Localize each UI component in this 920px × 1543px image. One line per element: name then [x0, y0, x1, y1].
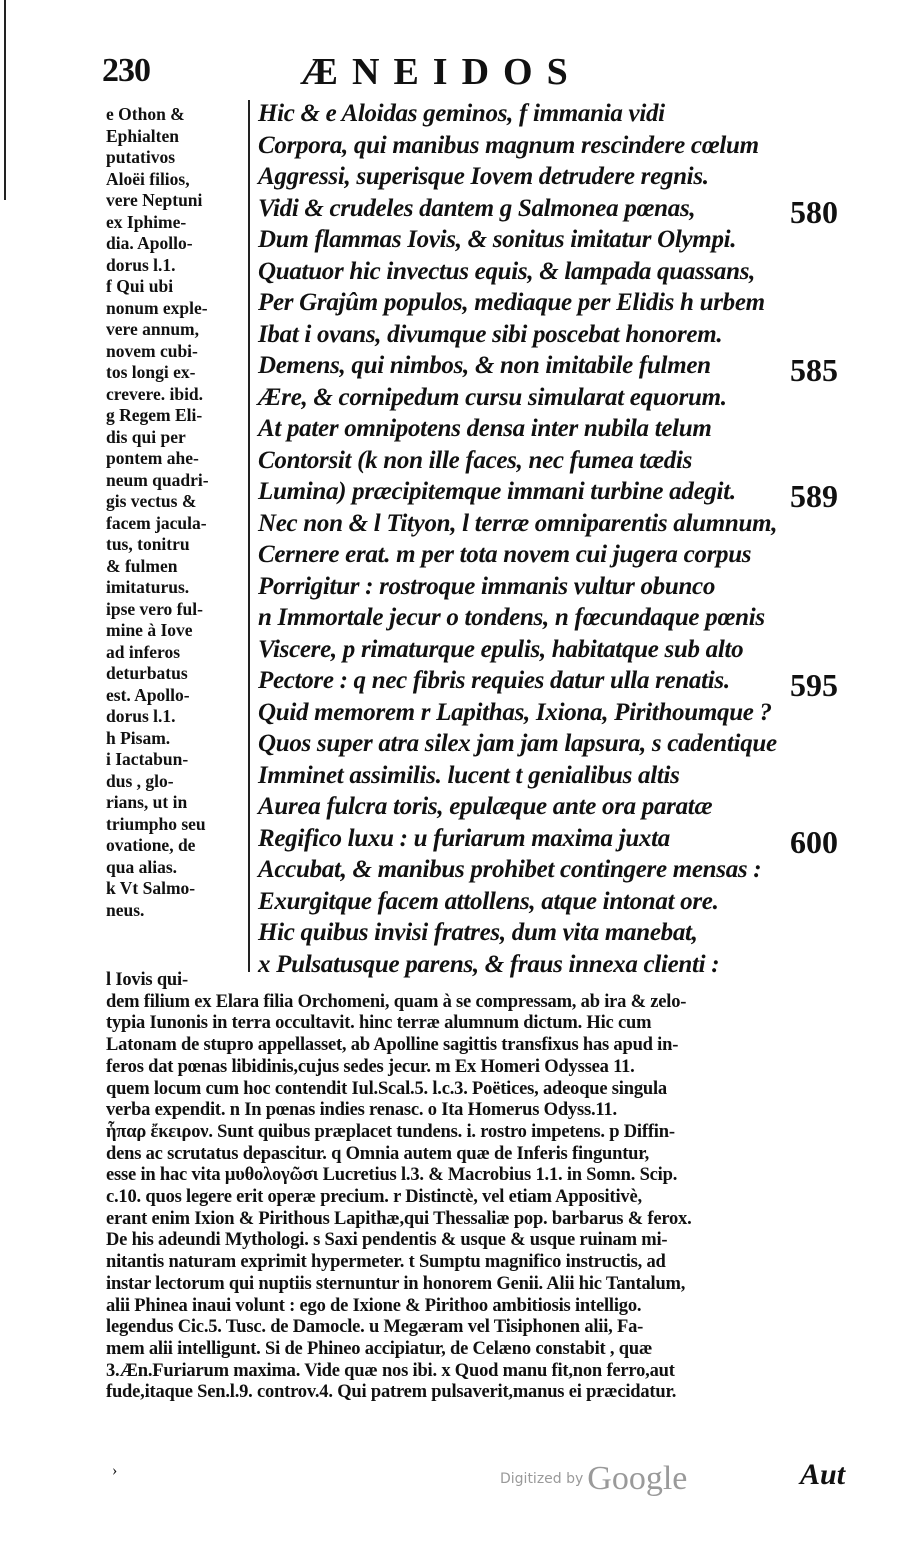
verse-line: Contorsit (k non ille faces, nec fumea tædis	[258, 446, 693, 474]
footnote-line: alii Phinea inaui volunt : ego de Ixione & Pirithoo ambitiosis intelligo.	[106, 1295, 642, 1316]
digitization-watermark	[500, 1460, 687, 1498]
marginal-note-line: neus.	[106, 899, 145, 920]
footnotes	[106, 970, 866, 1404]
line-number: 580	[790, 194, 838, 230]
footnote-line: esse in hac vita μυθολογῶσι Lucretius l.3. & Macrobius 1.1. in Somn. Scip.	[106, 1165, 678, 1186]
line-number: 600	[790, 824, 838, 860]
marginal-note-line: e Othon &	[106, 104, 185, 124]
footnote-line: feros dat pœnas libidinis,cujus sedes jecur. m Ex Homeri Odyssea 11.	[106, 1056, 635, 1077]
verse-line: Dum flammas Iovis, & sonitus imitatur Olympi.	[258, 226, 737, 253]
marginal-note-line: g Regem Eli-	[106, 405, 203, 425]
footnote-line: nitantis naturam exprimit hypermeter. t Sumptu magnifico instructis, ad	[106, 1252, 666, 1273]
marginal-note-line: triumpho seu	[106, 813, 206, 834]
verse-line: Pectore : q nec fibris requies datur ulla renatis.	[258, 667, 730, 694]
verse-line: Hic quibus invisi fratres, dum vita manebat,	[258, 919, 698, 946]
verse-line: Per Grajûm populos, mediaque per Elidis h urbem	[258, 289, 765, 316]
marginal-note-line: & fulmen	[106, 555, 178, 576]
verse-line: Ære, & cornipedum cursu simularat equorum.	[258, 383, 727, 411]
verse-line: Aggressi, superisque Iovem detrudere regnis.	[258, 163, 709, 190]
footnote-line: fude,itaque Sen.l.9. controv.4. Qui patrem pulsaverit,manus ei præcidatur.	[106, 1382, 677, 1403]
marginal-note-line: ad inferos	[106, 641, 181, 662]
footnote-line: verba expendit. n In pœnas indies renasc. o Ita Homerus Odyss.11.	[106, 1100, 617, 1121]
page-number: 230	[102, 52, 150, 89]
catchword: Aut	[800, 1458, 846, 1491]
marginal-note-line: dorus l.1.	[106, 706, 176, 726]
footnote-line: legendus Cic.5. Tusc. de Damocle. u Megæram vel Tisiphonen alii, Fa-	[106, 1317, 644, 1338]
footnote-line: dens ac scrutatus depascitur. q Omnia autem quæ de Inferis finguntur,	[106, 1143, 649, 1164]
marginal-note-line: f Qui ubi	[106, 276, 174, 296]
line-number: 595	[790, 667, 838, 703]
footnote-line: ἧπαρ ἔκειρον. Sunt quibus præplacet tundens. i. rostro impetens. p Diffin-	[106, 1121, 675, 1142]
footnote-line: dem filium ex Elara filia Orchomeni, quam à se compressam, ab ira & zelo-	[106, 991, 687, 1012]
marginal-note-line: novem cubi-	[106, 340, 198, 361]
marginal-note-line: dia. Apollo-	[106, 233, 193, 253]
marginal-note-line: ipse vero ful-	[106, 598, 203, 619]
marginal-note-line: imitaturus.	[106, 577, 190, 597]
line-number: 585	[790, 352, 838, 388]
line-numbers	[790, 98, 880, 958]
footnote-line: c.10. quos legere erit operæ precium. r Distinctè, vel etiam Appositivè,	[106, 1187, 642, 1208]
footnote-line: quem locum cum hoc contendit Iul.Scal.5. l.c.3. Poëtices, adeoque singula	[106, 1078, 667, 1099]
verse-line: Nec non & l Tityon, l terræ omniparentis alumnum,	[258, 509, 778, 537]
footer-mark: ›	[112, 1462, 118, 1479]
marginal-note-line: neum quadri-	[106, 469, 209, 490]
marginal-note-line: Aloëi filios,	[106, 168, 190, 189]
marginal-note-line: qua alias.	[106, 856, 177, 877]
marginal-note-line: vere Neptuni	[106, 190, 203, 210]
footnote-line: erant enim Ixion & Pirithous Lapithæ,qui Thessaliæ pop. barbarus & ferox.	[106, 1208, 692, 1229]
footnote-line: mem alii intelligunt. Si de Phineo accipiatur, de Celæno constabit , quæ	[106, 1338, 653, 1359]
verse-line: Quos super atra silex jam jam lapsura, s cadentique	[258, 730, 777, 757]
verse-line: Imminet assimilis. lucent t genialibus altis	[258, 761, 680, 789]
verse-line: Cernere erat. m per tota novem cui jugera corpus	[258, 541, 752, 568]
verse-line: Quatuor hic invectus equis, & lampada quassans,	[258, 257, 756, 285]
verse-line: Exurgitque facem attollens, atque intonat ore.	[258, 887, 719, 915]
footnote-line: Latonam de stupro appellasset, ab Apolline sagittis transfixus has apud in-	[106, 1035, 679, 1056]
footnote-line: De his adeundi Mythologi. s Saxi pendentis & usque & usque ruinam mi-	[106, 1230, 668, 1251]
verse-line: Lumina) præcipitemque immani turbine adegit.	[258, 478, 736, 505]
verse-line: At pater omnipotens densa inter nubila telum	[258, 415, 712, 442]
page-header	[100, 52, 860, 96]
marginal-note-line: vere annum,	[106, 319, 200, 339]
verse-line: Accubat, & manibus prohibet contingere mensas :	[258, 856, 762, 883]
footnote-line: l Iovis qui-	[106, 970, 188, 990]
marginal-note-line: putativos	[106, 147, 176, 167]
verse-line: Ibat i ovans, divumque sibi poscebat honorem.	[258, 320, 723, 348]
verse-line: n Immortale jecur o tondens, n fœcundaque pœnis	[258, 604, 765, 631]
verse-line: Quid memorem r Lapithas, Ixiona, Pirithoumque ?	[258, 698, 772, 726]
watermark-logo: Google	[587, 1460, 688, 1497]
footnote-line: typia Iunonis in terra occultavit. hinc terræ alumnum dictum. Hic cum	[106, 1013, 652, 1034]
line-number: 589	[790, 478, 838, 514]
verse-line: Aurea fulcra toris, epulæque ante ora paratæ	[258, 793, 713, 820]
marginal-note-line: nonum exple-	[106, 297, 208, 318]
marginal-note-line: dus , glo-	[106, 770, 174, 791]
marginal-note-line: i Iactabun-	[106, 749, 189, 769]
marginal-note-line: ovatione, de	[106, 835, 196, 855]
verse-line: Demens, qui nimbos, & non imitabile fulmen	[258, 352, 711, 379]
marginal-note-line: Ephialten	[106, 125, 179, 146]
column-divider	[248, 100, 250, 972]
marginal-note-line: crevere. ibid.	[106, 383, 204, 404]
marginal-notes	[106, 104, 246, 921]
verse-line: Hic & e Aloidas geminos, f immania vidi	[258, 100, 665, 127]
watermark-prefix: Digitized by	[500, 1471, 584, 1487]
marginal-note-line: dis qui per	[106, 426, 186, 447]
verse-line: Vidi & crudeles dantem g Salmonea pœnas,	[258, 194, 696, 222]
marginal-note-line: deturbatus	[106, 663, 188, 683]
marginal-note-line: k Vt Salmo-	[106, 878, 196, 898]
verse-line: x Pulsatusque parens, & fraus innexa clienti :	[258, 950, 720, 978]
marginal-note-line: tos longi ex-	[106, 362, 196, 382]
marginal-note-line: pontem ahe-	[106, 448, 199, 468]
marginal-note-line: gis vectus &	[106, 491, 197, 511]
footnote-line: 3.Æn.Furiarum maxima. Vide quæ nos ibi. x Quod manu fit,non ferro,aut	[106, 1360, 675, 1381]
marginal-note-line: mine à Iove	[106, 620, 193, 640]
marginal-note-line: est. Apollo-	[106, 684, 190, 705]
marginal-note-line: ex Iphime-	[106, 211, 187, 232]
marginal-note-line: facem jacula-	[106, 512, 207, 533]
verse-line: Porrigitur : rostroque immanis vultur obunco	[258, 572, 716, 600]
verse-line: Corpora, qui manibus magnum rescindere cœlum	[258, 131, 759, 159]
verse-line: Regifico luxu : u furiarum maxima juxta	[258, 824, 670, 852]
marginal-note-line: dorus l.1.	[106, 254, 176, 275]
marginal-note-line: h Pisam.	[106, 727, 171, 748]
footnote-line: instar lectorum qui nuptiis sternuntur in honorem Genii. Alii hic Tantalum,	[106, 1273, 686, 1294]
marginal-note-line: rians, ut in	[106, 792, 188, 812]
page-edge	[4, 0, 6, 200]
running-title: ÆNEIDOS	[300, 51, 582, 93]
verse-line: Viscere, p rimaturque epulis, habitatque sub alto	[258, 635, 744, 663]
verse-block	[258, 98, 858, 980]
marginal-note-line: tus, tonitru	[106, 534, 190, 554]
